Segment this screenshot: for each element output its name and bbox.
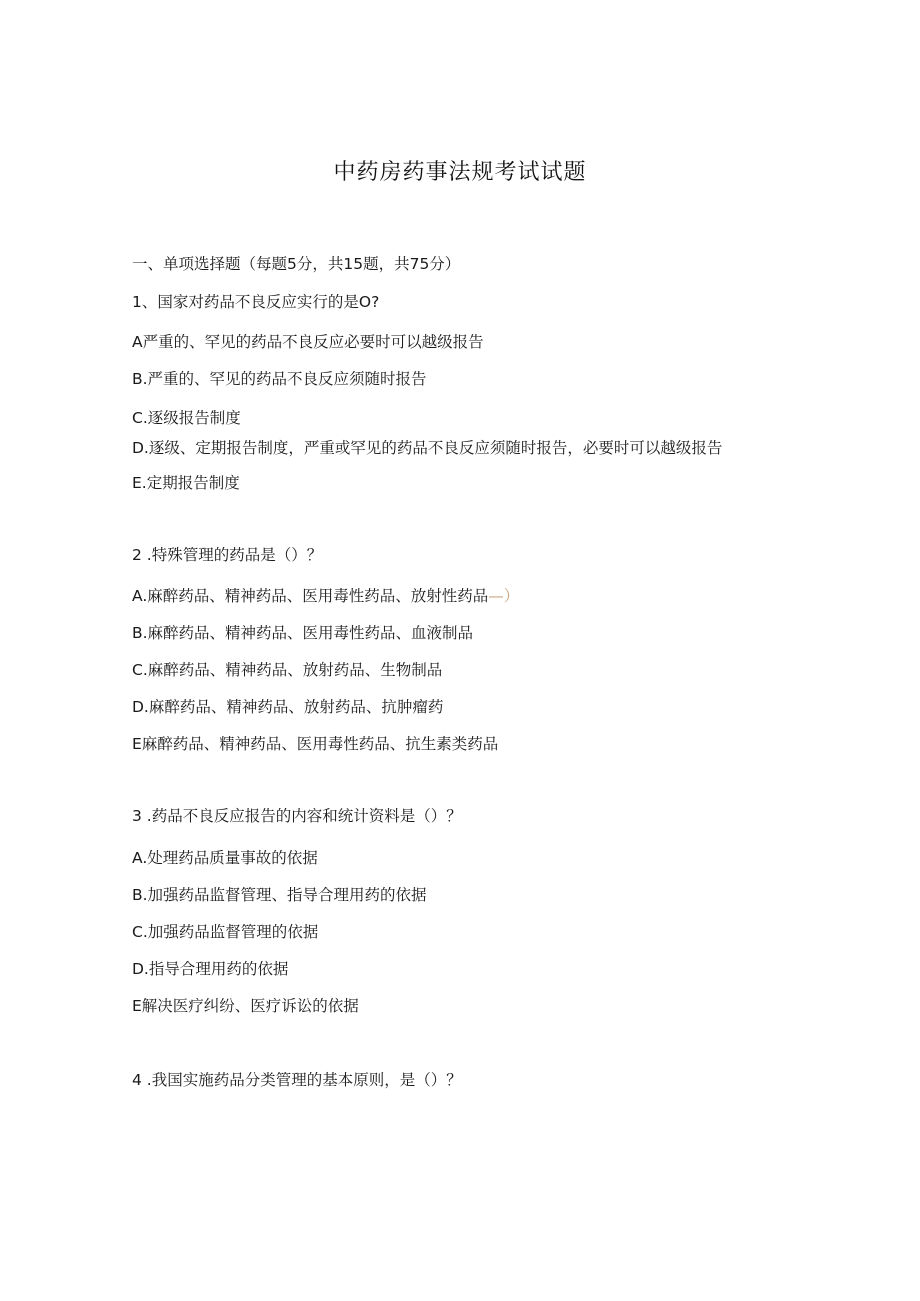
question-3-option-c: C.加强药品监督管理的依据 [132,923,319,941]
question-2-option-a [132,584,519,606]
question-3-option-e: E解决医疗纠纷、医疗诉讼的依据 [132,997,359,1015]
page-title: 中药房药事法规考试试题 [333,160,587,185]
section-heading: 一、单项选择题（每题5分，共15题，共75分） [132,255,461,273]
question-2-option-e: E麻醉药品、精神药品、医用毒性药品、抗生素类药品 [132,735,499,753]
question-3-option-d: D.指导合理用药的依据 [132,960,289,978]
question-1-option-d: D.逐级、定期报告制度，严重或罕见的药品不良反应须随时报告，必要时可以越级报告 [132,439,723,457]
question-1-option-a: A严重的、罕见的药品不良反应必要时可以越级报告 [132,333,484,351]
handwritten-mark: —） [488,587,520,605]
question-3-option-b: B.加强药品监督管理、指导合理用药的依据 [132,886,427,904]
question-1-option-e: E.定期报告制度 [132,474,240,492]
question-2-option-b: B.麻醉药品、精神药品、医用毒性药品、血液制品 [132,624,474,642]
question-4-stem: 4 .我国实施药品分类管理的基本原则，是（）？ [132,1071,462,1089]
question-2-stem: 2 .特殊管理的药品是（）？ [132,546,323,564]
question-3-stem: 3 .药品不良反应报告的内容和统计资料是（）？ [132,807,462,825]
question-1-option-c: C.逐级报告制度 [132,409,241,427]
question-2-option-d: D.麻醉药品、精神药品、放射药品、抗肿瘤药 [132,698,444,716]
question-1-stem: 1、国家对药品不良反应实行的是O? [132,293,380,311]
question-2-option-a-text: A.麻醉药品、精神药品、医用毒性药品、放射性药品 [132,587,489,605]
question-2-option-c: C.麻醉药品、精神药品、放射药品、生物制品 [132,661,443,679]
question-1-option-b: B.严重的、罕见的药品不良反应须随时报告 [132,370,427,388]
question-3-option-a: A.处理药品质量事故的依据 [132,849,318,867]
